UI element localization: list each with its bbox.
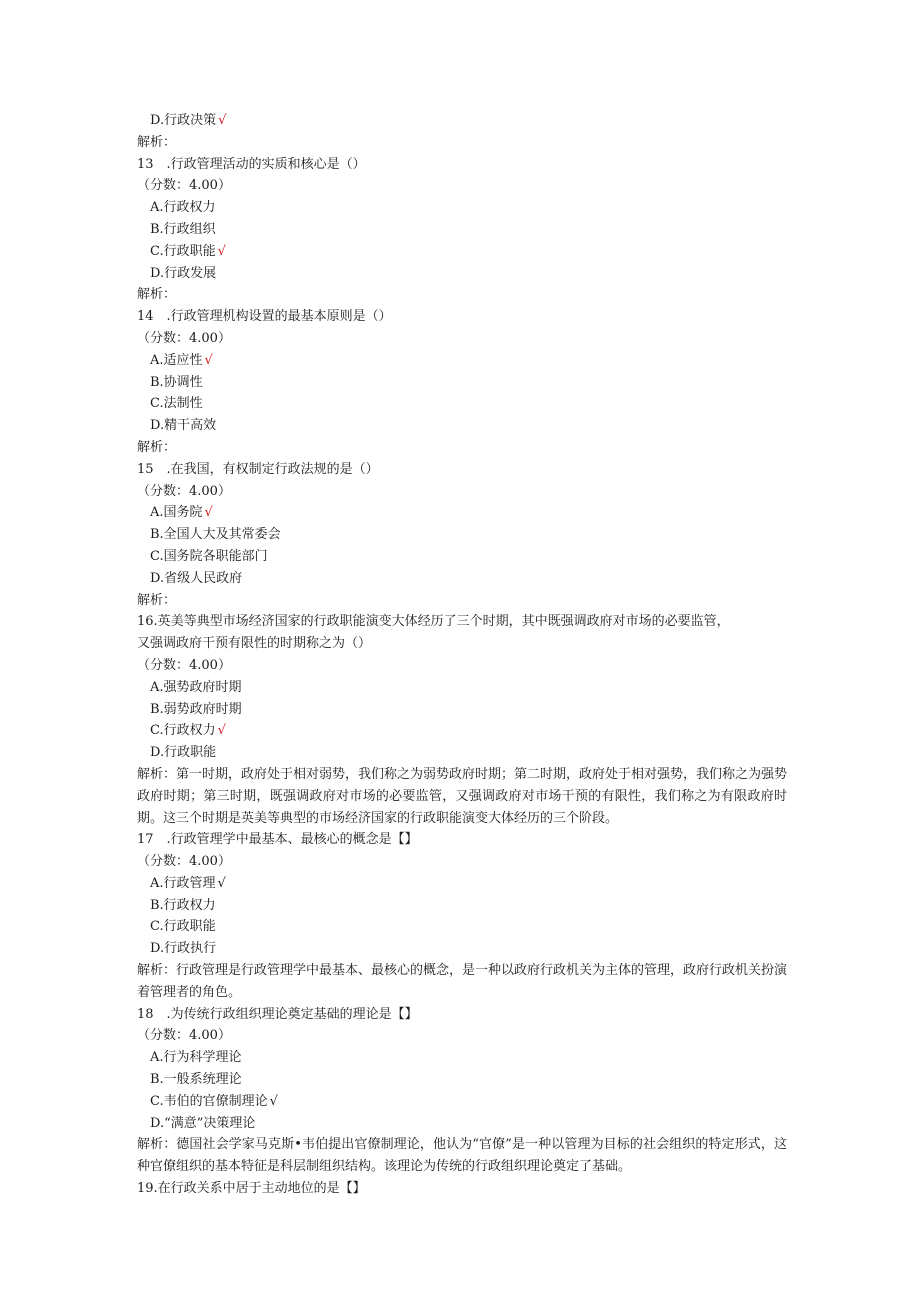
q13-score: （分数：4.00） bbox=[137, 178, 231, 194]
q17-option-b: B.行政权力 bbox=[150, 897, 216, 913]
q17-option-d: D.行政执行 bbox=[150, 941, 217, 957]
q17-option-a: A.行政管理 √ bbox=[150, 875, 226, 891]
q16-stem-line1: 16.英美等典型市场经济国家的行政职能演变大体经历了三个时期，其中既强调政府对市场的必要监管， bbox=[137, 614, 730, 630]
q14-score: （分数：4.00） bbox=[137, 330, 231, 346]
q15-option-d: D.省级人民政府 bbox=[150, 570, 243, 586]
q18-option-c: C.韦伯的官僚制理论 √ bbox=[150, 1093, 278, 1109]
correct-answer-check-icon: √ bbox=[204, 505, 213, 521]
q16-option-b: B.弱势政府时期 bbox=[150, 701, 242, 717]
q16-option-d: D.行政职能 bbox=[150, 745, 217, 761]
q15-option-c: C.国务院各职能部门 bbox=[150, 548, 268, 564]
q14-analysis: 解析： bbox=[137, 439, 177, 455]
q13-option-c: C.行政职能 √ bbox=[150, 243, 226, 259]
q16-analysis: 解析：第一时期，政府处于相对弱势，我们称之为弱势政府时期；第二时期，政府处于相对强势，我们称之为强势政府时期；第三时期，既强调政府对市场的必要监管，又强调政府对市场干预的有限性，我们称之为有限政府时期。这三个时期是英美等典型的市场经济国家的行政职能演变大体经历的三个阶段。 bbox=[137, 766, 788, 826]
q16-stem-line2: 又强调政府干预有限性的时期称之为（） bbox=[137, 636, 372, 652]
q13-option-d: D.行政发展 bbox=[150, 265, 217, 281]
q13-option-a: A.行政权力 bbox=[150, 200, 216, 216]
q18-score: （分数：4.00） bbox=[137, 1028, 231, 1044]
q17-stem: 17 .行政管理学中最基本、最核心的概念是【】 bbox=[137, 832, 418, 848]
q14-stem: 14 .行政管理机构设置的最基本原则是（） bbox=[137, 309, 392, 325]
q18-option-a: A.行为科学理论 bbox=[150, 1050, 242, 1066]
q16-option-c: C.行政权力 √ bbox=[150, 723, 226, 739]
q18-analysis: 解析：德国社会学家马克斯•韦伯提出官僚制理论，他认为“官僚”是一种以管理为目标的社会组织的特定形式，这种官僚组织的基本特征是科层制组织结构。该理论为传统的行政组织理论奠定了基础。 bbox=[137, 1137, 787, 1175]
q15-analysis: 解析： bbox=[137, 592, 177, 608]
q12-option-d: D.行政决策 √ bbox=[150, 113, 227, 128]
q18-stem: 18 .为传统行政组织理论奠定基础的理论是【】 bbox=[137, 1006, 418, 1022]
q13-analysis: 解析： bbox=[137, 287, 177, 303]
q15-stem: 15 .在我国，有权制定行政法规的是（） bbox=[137, 461, 379, 477]
q14-option-a: A.适应性 √ bbox=[150, 352, 213, 368]
correct-answer-check-icon: √ bbox=[218, 113, 227, 128]
q13-stem: 13 .行政管理活动的实质和核心是（） bbox=[137, 156, 366, 172]
q17-option-c: C.行政职能 bbox=[150, 919, 216, 935]
q18-option-d: D.“满意”决策理论 bbox=[150, 1115, 256, 1131]
q14-option-c: C.法制性 bbox=[150, 396, 203, 412]
q19-stem: 19.在行政关系中居于主动地位的是【】 bbox=[137, 1181, 366, 1197]
q13-option-b: B.行政组织 bbox=[150, 221, 216, 237]
q15-option-a: A.国务院 √ bbox=[150, 505, 213, 521]
q17-analysis: 解析：行政管理是行政管理学中最基本、最核心的概念，是一种以政府行政机关为主体的管理，政府行政机关扮演着管理者的角色。 bbox=[137, 963, 788, 1000]
q16-option-a: A.强势政府时期 bbox=[150, 679, 242, 695]
q17-score: （分数：4.00） bbox=[137, 854, 231, 870]
correct-answer-check-icon: √ bbox=[217, 243, 226, 259]
correct-answer-check-icon: √ bbox=[269, 1093, 278, 1109]
q12-analysis: 解析： bbox=[137, 134, 177, 150]
q15-option-b: B.全国人大及其常委会 bbox=[150, 527, 281, 543]
exam-document bbox=[137, 110, 787, 1200]
q15-score: （分数：4.00） bbox=[137, 483, 231, 499]
correct-answer-check-icon: √ bbox=[217, 723, 226, 739]
q16-score: （分数：4.00） bbox=[137, 657, 231, 673]
correct-answer-check-icon: √ bbox=[204, 352, 213, 368]
q14-option-b: B.协调性 bbox=[150, 374, 203, 390]
q18-option-b: B.一般系统理论 bbox=[150, 1072, 242, 1088]
correct-answer-check-icon: √ bbox=[217, 875, 226, 891]
q14-option-d: D.精干高效 bbox=[150, 418, 217, 434]
